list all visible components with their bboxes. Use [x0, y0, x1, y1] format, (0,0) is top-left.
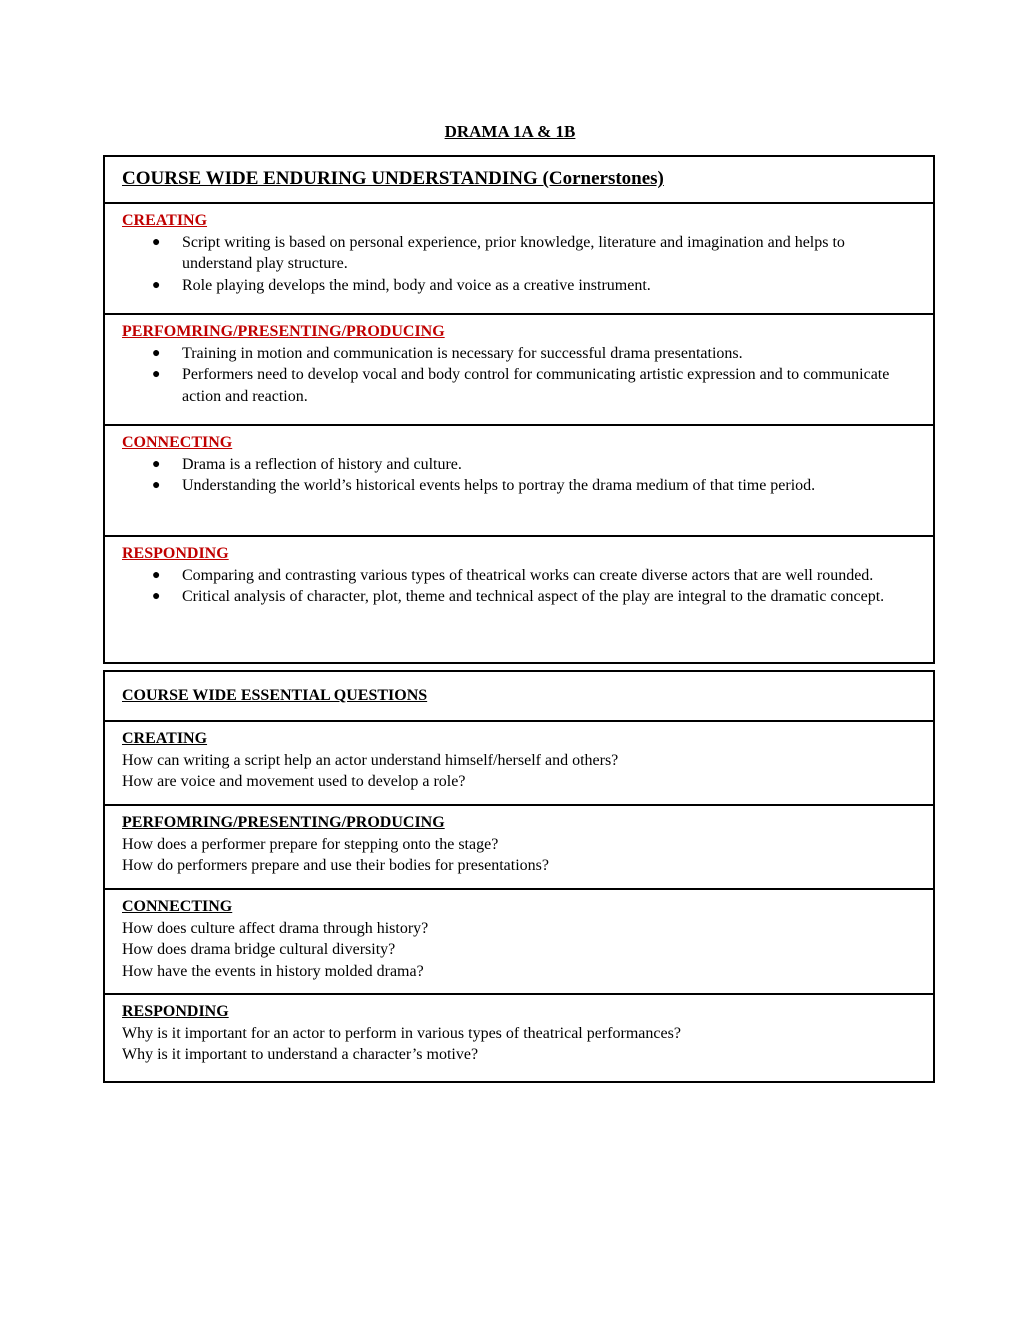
enduring-understanding-table [103, 155, 935, 664]
bullet-icon: ● [152, 345, 161, 361]
essential-section-connecting [104, 889, 934, 994]
section-title: PERFOMRING/PRESENTING/PRODUCING [122, 323, 445, 340]
enduring-heading: COURSE WIDE ENDURING UNDERSTANDING (Cornerstones) [122, 168, 664, 190]
section-title: CONNECTING [122, 434, 233, 451]
question: Why is it important to understand a character’s motive? [122, 1046, 479, 1063]
essential-section-creating [104, 721, 934, 805]
list-item: ● Drama is a reflection of history and culture. [182, 454, 917, 476]
bullet-icon: ● [152, 277, 161, 293]
enduring-heading-cell [104, 156, 934, 203]
bullet-icon: ● [152, 367, 161, 382]
section-title: CONNECTING [122, 898, 233, 915]
list-item: ● Comparing and contrasting various types of theatrical works can create diverse actors that are well rounded. [182, 565, 917, 587]
page-title: DRAMA 1A & 1B [444, 122, 576, 141]
bullet-icon: ● [152, 456, 161, 472]
section-title: RESPONDING [122, 545, 229, 562]
list-item: ● Understanding the world’s historical events helps to portray the drama medium of that time period. [182, 475, 917, 497]
bullet-icon: ● [152, 234, 161, 250]
bullet-list [122, 232, 917, 297]
section-title: CREATING [122, 730, 208, 747]
bullet-icon: ● [152, 589, 161, 604]
question: How does drama bridge cultural diversity? [122, 941, 396, 958]
section-title: PERFOMRING/PRESENTING/PRODUCING [122, 814, 445, 831]
question: How can writing a script help an actor understand himself/herself and others? [122, 751, 619, 769]
enduring-section-performing [104, 314, 934, 425]
bullet-list [122, 343, 917, 408]
list-item: ● Performers need to develop vocal and body control for communicating artistic expression and to communicate action and reaction. [152, 366, 890, 405]
essential-questions-table [103, 670, 935, 1083]
question: Why is it important for an actor to perform in various types of theatrical performances? [122, 1024, 681, 1042]
essential-heading-cell [104, 671, 934, 721]
list-item: ● Critical analysis of character, plot, theme and technical aspect of the play are integral to the dramatic concept. [182, 586, 917, 608]
enduring-section-creating [104, 203, 934, 314]
question: How does culture affect drama through history? [122, 919, 429, 937]
bullet-icon: ● [152, 567, 161, 583]
question: How have the events in history molded drama? [122, 962, 424, 980]
section-title: RESPONDING [122, 1003, 229, 1020]
bullet-list [122, 565, 917, 608]
list-item: ● Training in motion and communication is necessary for successful drama presentations. [182, 343, 917, 365]
enduring-section-connecting [104, 425, 934, 536]
question: How are voice and movement used to develop a role? [122, 773, 466, 790]
essential-section-responding [104, 994, 934, 1082]
question: How does a performer prepare for stepping onto the stage? [122, 835, 499, 853]
enduring-section-responding [104, 536, 934, 663]
list-item: ● Script writing is based on personal experience, prior knowledge, literature and imagination and helps to understand play structure. [152, 233, 845, 272]
list-item: ● Role playing develops the mind, body and voice as a creative instrument. [182, 275, 917, 297]
bullet-icon: ● [152, 478, 161, 493]
section-title: CREATING [122, 212, 208, 229]
bullet-list [122, 454, 917, 497]
essential-section-performing [104, 805, 934, 889]
essential-heading: COURSE WIDE ESSENTIAL QUESTIONS [122, 687, 428, 705]
question: How do performers prepare and use their bodies for presentations? [122, 857, 549, 874]
